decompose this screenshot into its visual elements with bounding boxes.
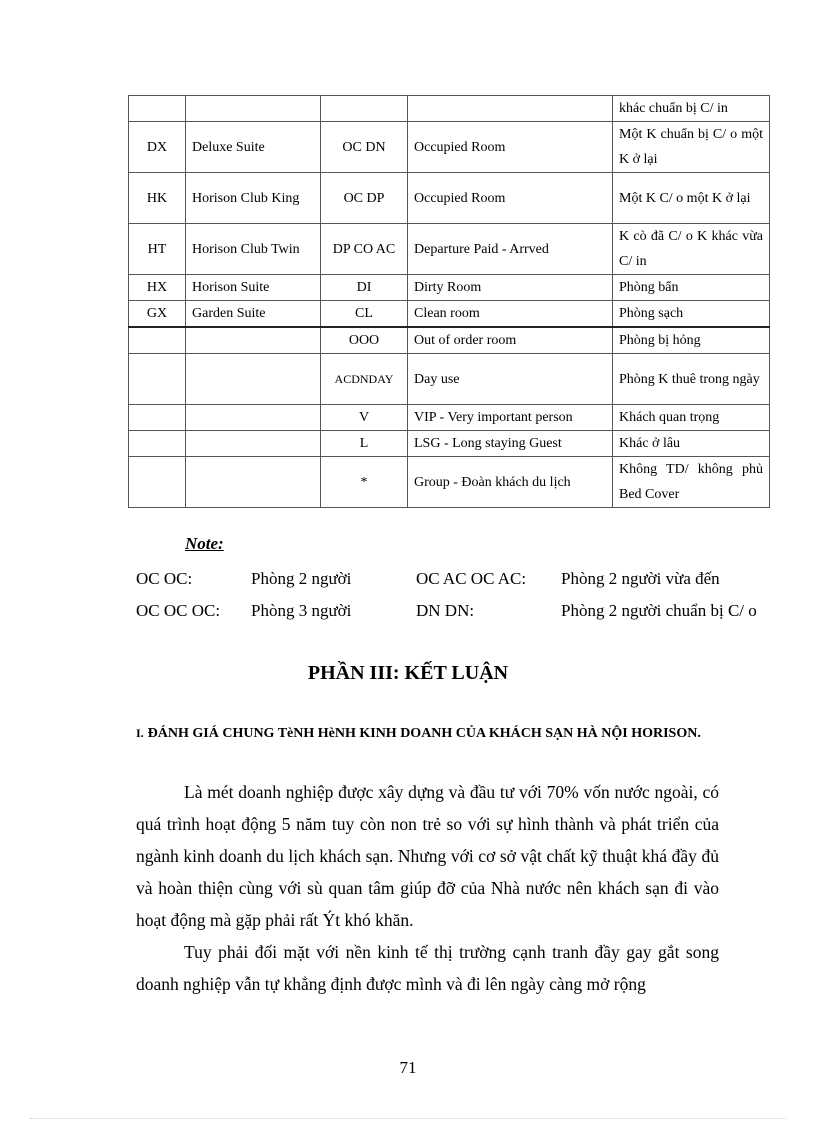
table-cell: Horison Suite xyxy=(186,275,321,301)
page-divider xyxy=(30,1118,786,1119)
note-value: Phòng 2 người vừa đến xyxy=(561,569,720,588)
table-cell xyxy=(186,405,321,431)
table-cell: Horison Club King xyxy=(186,173,321,224)
table-cell: HX xyxy=(129,275,186,301)
note-key: OC AC OC AC: xyxy=(416,569,527,588)
table-cell: * xyxy=(321,457,408,508)
table-row xyxy=(129,354,770,405)
paragraph: Tuy phải đối mặt với nền kinh tế thị trường cạnh tranh đầy gay gắt song doanh nghiệp vẫn tự khẳng định được mình và đi lên ngày càng mở rộng xyxy=(136,942,719,994)
table-cell: Garden Suite xyxy=(186,301,321,328)
table-cell: LSG - Long staying Guest xyxy=(408,431,613,457)
table-cell: Deluxe Suite xyxy=(186,122,321,173)
note-value: Phòng 2 người chuẩn bị C/ o xyxy=(561,601,757,620)
table-cell: V xyxy=(321,405,408,431)
table-cell xyxy=(408,96,613,122)
paragraph: Là mét doanh nghiệp được xây dựng và đầu tư với 70% vốn nước ngoài, có quá trình hoạt động 5 năm tuy còn non trẻ so với sự hình thành và phát triển của ngành kinh doanh du lịch khách sạn. Nhưng với cơ sở vật chất kỹ thuật khá đầy đủ và hoàn thiện cùng với sù quan tâm giúp đỡ của Nhà nước nên khách sạn đi vào hoạt động mà gặp phải rất Ýt khó khăn. xyxy=(136,782,719,930)
table-cell: Occupied Room xyxy=(408,173,613,224)
table-cell: OC DN xyxy=(321,122,408,173)
table-cell: Day use xyxy=(408,354,613,405)
table-cell: HK xyxy=(129,173,186,224)
table-cell: Phòng bẩn xyxy=(613,275,770,301)
section-title xyxy=(136,720,719,747)
table-row xyxy=(129,96,770,122)
table-cell xyxy=(186,327,321,354)
table-cell xyxy=(186,354,321,405)
table-cell: ACDNDAY xyxy=(321,354,408,405)
table-cell: HT xyxy=(129,224,186,275)
table-cell xyxy=(321,96,408,122)
table-cell: DI xyxy=(321,275,408,301)
table-cell: K cò đã C/ o K khác vừa C/ in xyxy=(613,224,770,275)
table-cell: Horison Club Twin xyxy=(186,224,321,275)
table-row xyxy=(129,327,770,354)
table-cell xyxy=(186,457,321,508)
note-key: OC OC OC: xyxy=(136,601,221,620)
table-cell: Occupied Room xyxy=(408,122,613,173)
section-title-text: ĐÁNH GIÁ CHUNG TèNH HèNH KINH DOANH CỦA KHÁCH SẠN HÀ NỘI HORISON. xyxy=(147,726,701,741)
table-cell: Một K chuẩn bị C/ o một K ở lại xyxy=(613,122,770,173)
table-cell xyxy=(129,405,186,431)
note-key: OC OC: xyxy=(136,569,193,588)
table-cell: OC DP xyxy=(321,173,408,224)
page-number: 71 xyxy=(399,1058,417,1077)
table-cell: Không TD/ không phủ Bed Cover xyxy=(613,457,770,508)
table-cell: GX xyxy=(129,301,186,328)
room-status-table xyxy=(128,95,770,508)
table-cell: Khác ở lâu xyxy=(613,431,770,457)
table-row xyxy=(129,301,770,328)
table-cell xyxy=(129,457,186,508)
table-cell: VIP - Very important person xyxy=(408,405,613,431)
table-cell xyxy=(129,96,186,122)
table-row xyxy=(129,457,770,508)
table-cell: Phòng sạch xyxy=(613,301,770,328)
part-title: PHẦN III: KẾT LUẬN xyxy=(307,662,509,684)
table-cell: DP CO AC xyxy=(321,224,408,275)
table-row xyxy=(129,275,770,301)
note-heading: Note: xyxy=(185,534,224,553)
table-cell: Dirty Room xyxy=(408,275,613,301)
table-row xyxy=(129,173,770,224)
table-cell: Departure Paid - Arrved xyxy=(408,224,613,275)
table-cell xyxy=(129,431,186,457)
table-cell: CL xyxy=(321,301,408,328)
table-cell xyxy=(129,327,186,354)
table-cell: OOO xyxy=(321,327,408,354)
table-cell: Group - Đoàn khách du lịch xyxy=(408,457,613,508)
table-cell: L xyxy=(321,431,408,457)
table-row xyxy=(129,224,770,275)
table-row xyxy=(129,122,770,173)
table-cell: khác chuẩn bị C/ in xyxy=(613,96,770,122)
table-cell: DX xyxy=(129,122,186,173)
table-cell: Out of order room xyxy=(408,327,613,354)
table-cell: Khách quan trọng xyxy=(613,405,770,431)
note-key: DN DN: xyxy=(416,601,475,620)
table-cell: Phòng bị hỏng xyxy=(613,327,770,354)
table-cell xyxy=(129,354,186,405)
table-row xyxy=(129,405,770,431)
table-cell: Một K C/ o một K ở lại xyxy=(613,173,770,224)
table-row xyxy=(129,431,770,457)
table-cell xyxy=(186,431,321,457)
note-value: Phòng 2 người xyxy=(251,569,352,588)
table-cell: Clean room xyxy=(408,301,613,328)
table-cell xyxy=(186,96,321,122)
note-value: Phòng 3 người xyxy=(251,601,352,620)
section-number: I. xyxy=(136,726,144,740)
table-cell: Phòng K thuê trong ngày xyxy=(613,354,770,405)
